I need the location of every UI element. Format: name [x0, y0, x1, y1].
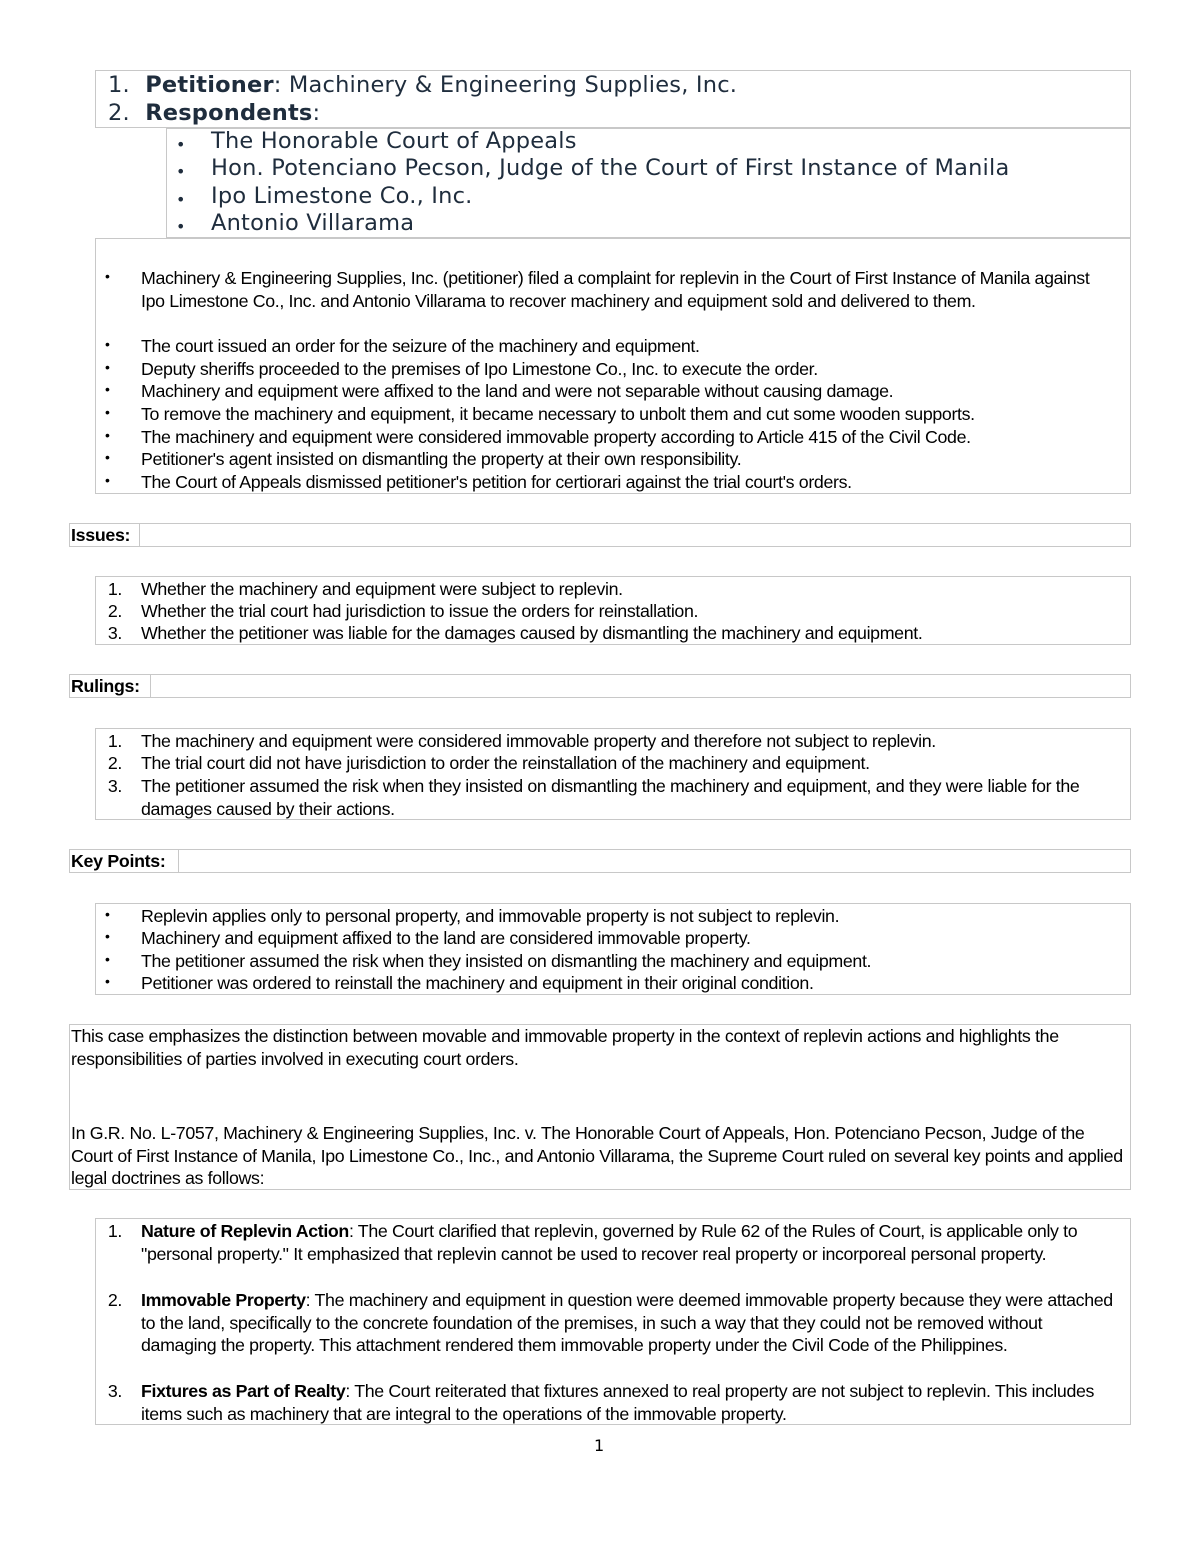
summary-paragraph: This case emphasizes the distinction between movable and immovable property in the context of replevin actions and highlights the responsibilities of parties involved in executing court orders.: [71, 1026, 1059, 1069]
doctrine-item: [141, 1289, 1121, 1357]
fact-item: To remove the machinery and equipment, it became necessary to unbolt them and cut some wooden supports.: [141, 404, 975, 424]
bullet: •: [105, 359, 110, 375]
respondent-name: Ipo Limestone Co., Inc.: [211, 183, 473, 209]
fact-item: Deputy sheriffs proceeded to the premises of Ipo Limestone Co., Inc. to execute the order.: [141, 359, 818, 379]
issues-heading-box: [69, 523, 1131, 547]
bullet: •: [105, 404, 110, 420]
petitioner-row: [108, 72, 737, 98]
fact-item: The Court of Appeals dismissed petitioner's petition for certiorari against the trial court's orders.: [141, 472, 852, 492]
rulings-heading: Rulings:: [71, 676, 140, 696]
bullet: •: [105, 449, 110, 465]
issue-item: Whether the machinery and equipment were subject to replevin.: [141, 579, 623, 599]
doctrine-item: [141, 1220, 1121, 1265]
respondents-row: [108, 100, 320, 126]
petitioner-value: : Machinery & Engineering Supplies, Inc.: [273, 72, 738, 98]
list-number: 2.: [108, 100, 130, 126]
doctrine-text: : The Court reiterated that fixtures annexed to real property are not subject to replevin. This includes items such as machinery that are integral to the operations of the immovable property.: [141, 1381, 1095, 1424]
doctrine-text: : The machinery and equipment in question were deemed immovable property because they were attached to the land, specifically to the concrete foundation of the premises, in such a way that they could not be removed without damaging the property. This attachment rendered them immovable property under the Civil Code of the Philippines.: [141, 1290, 1113, 1356]
petitioner-label: Petitioner: [145, 72, 274, 98]
key-points-heading-box: [69, 849, 1131, 873]
doctrine-title: Fixtures as Part of Realty: [141, 1381, 346, 1401]
bullet: •: [105, 427, 110, 443]
bullet: •: [105, 928, 110, 944]
respondent-name: Hon. Potenciano Pecson, Judge of the Court of First Instance of Manila: [211, 155, 1010, 181]
list-item: •: [176, 162, 186, 181]
fact-item: The court issued an order for the seizure of the machinery and equipment.: [141, 336, 700, 356]
bullet: •: [105, 268, 110, 284]
bullet: •: [105, 973, 110, 989]
list-item: •: [176, 190, 186, 209]
list-number: 1.: [107, 731, 122, 751]
respondent-name: Antonio Villarama: [211, 210, 415, 236]
fact-item: Machinery & Engineering Supplies, Inc. (petitioner) filed a complaint for replevin in the Court of First Instance of Manila against Ipo Limestone Co., Inc. and Antonio Villarama to recover machinery and equipment sold and delivered to them.: [141, 268, 1090, 311]
doctrine-title: Immovable Property: [141, 1290, 306, 1310]
key-point-item: Petitioner was ordered to reinstall the machinery and equipment in their original condition.: [141, 973, 814, 993]
key-point-item: Machinery and equipment affixed to the land are considered immovable property.: [141, 928, 751, 948]
doctrine-title: Nature of Replevin Action: [141, 1221, 349, 1241]
ruling-item: The machinery and equipment were considered immovable property and therefore not subject to replevin.: [141, 731, 936, 751]
list-number: 1.: [108, 72, 130, 98]
list-number: 3.: [107, 776, 122, 796]
list-number: 2.: [107, 753, 122, 773]
bullet: •: [105, 381, 110, 397]
issue-item: Whether the trial court had jurisdiction to issue the orders for reinstallation.: [141, 601, 699, 621]
respondent-name: The Honorable Court of Appeals: [211, 128, 577, 154]
summary-paragraph: In G.R. No. L-7057, Machinery & Engineering Supplies, Inc. v. The Honorable Court of Appeals, Hon. Potenciano Pecson, Judge of the Court of First Instance of Manila, Ipo Limestone Co., Inc., and Antonio Villarama, the Supreme Court ruled on several key points and applied legal doctrines as follows:: [71, 1123, 1123, 1189]
list-number: 3.: [107, 1381, 122, 1401]
doctrine-text: : The Court clarified that replevin, governed by Rule 62 of the Rules of Court, is applicable only to "personal property." It emphasized that replevin cannot be used to recover real property or incorporeal personal property.: [141, 1221, 1078, 1264]
bullet: •: [105, 906, 110, 922]
respondents-label: Respondents: [145, 100, 313, 126]
fact-item: The machinery and equipment were considered immovable property according to Article 415 of the Civil Code.: [141, 427, 971, 447]
ruling-item: The petitioner assumed the risk when they insisted on dismantling the machinery and equipment, and they were liable for the damages caused by their actions.: [141, 776, 1080, 819]
list-item: •: [176, 135, 186, 154]
key-point-item: The petitioner assumed the risk when they insisted on dismantling the machinery and equipment.: [141, 951, 872, 971]
fact-item: Machinery and equipment were affixed to the land and were not separable without causing damage.: [141, 381, 894, 401]
list-number: 2.: [107, 601, 122, 621]
list-number: 3.: [107, 623, 122, 643]
bullet: •: [105, 951, 110, 967]
rulings-heading-box: [69, 674, 1131, 698]
fact-item: Petitioner's agent insisted on dismantling the property at their own responsibility.: [141, 449, 742, 469]
list-item: •: [176, 217, 186, 236]
key-points-heading: Key Points:: [71, 851, 166, 871]
list-number: 1.: [107, 1221, 122, 1241]
doctrine-item: [141, 1380, 1131, 1425]
page-number: 1: [594, 1436, 605, 1455]
list-number: 1.: [107, 579, 122, 599]
bullet: •: [105, 336, 110, 352]
issues-heading: Issues:: [71, 525, 131, 545]
key-point-item: Replevin applies only to personal property, and immovable property is not subject to replevin.: [141, 906, 840, 926]
issue-item: Whether the petitioner was liable for the damages caused by dismantling the machinery and equipment.: [141, 623, 923, 643]
list-number: 2.: [107, 1290, 122, 1310]
ruling-item: The trial court did not have jurisdiction to order the reinstallation of the machinery and equipment.: [141, 753, 870, 773]
respondents-colon: :: [312, 100, 321, 126]
bullet: •: [105, 472, 110, 488]
